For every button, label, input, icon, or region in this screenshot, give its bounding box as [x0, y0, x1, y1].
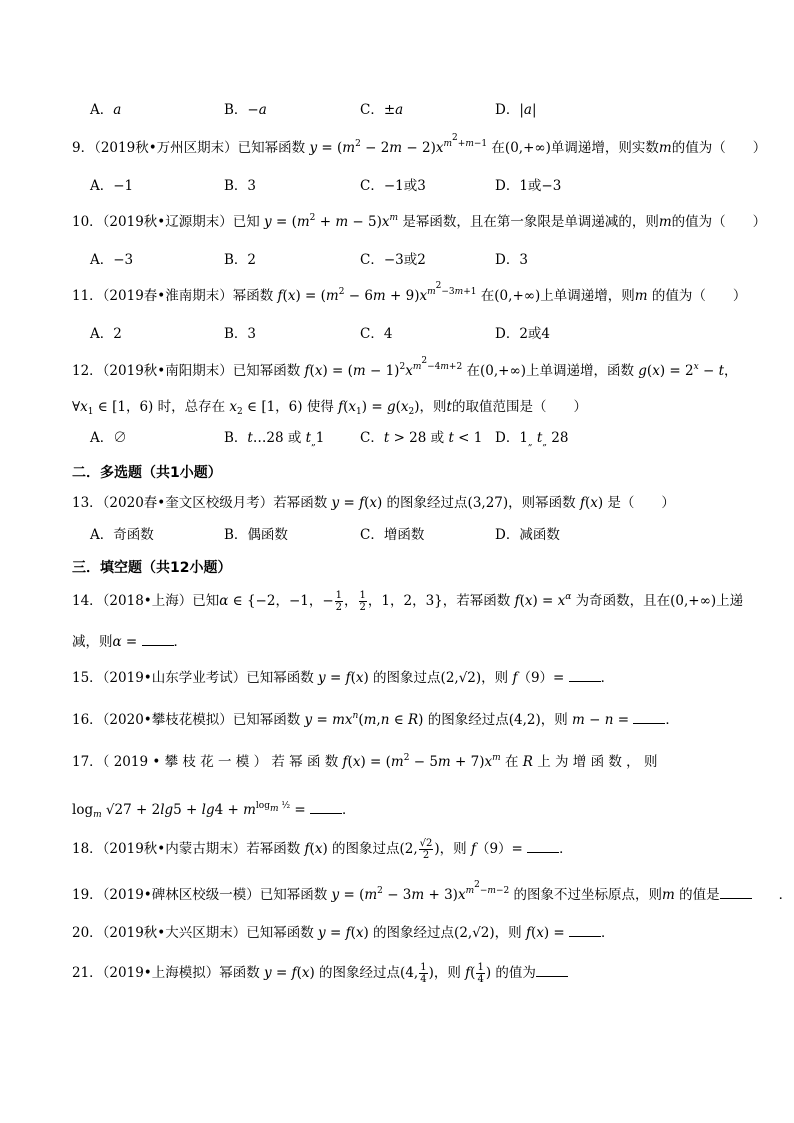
q10-option-a[interactable]: A．−3 — [90, 252, 134, 268]
q11-option-d[interactable]: D．2或4 — [495, 326, 551, 342]
q11-option-a[interactable]: A．2 — [90, 326, 122, 342]
q13-stem: 13．（2020春•奎文区校级月考）若幂函数 y = f(x) 的图象经过点(3,27)，则幂函数 f(x) 是（ ） — [72, 495, 675, 511]
q17-stem-line2: $\log_m √27 + 2\lg 5 + \lg 4 + m^{log_m \frac{1}{2}}$ = ． — [72, 801, 356, 820]
q8-option-c[interactable]: C．±a — [360, 102, 404, 118]
q16-stem: 16．（2020•攀枝花模拟）已知幂函数 $y = mx^n(m,n$ ∈ R) 的图象经过点(4,2)，则 m − n = ． — [72, 711, 679, 728]
q15-stem: 15．（2019•山东学业考试）已知幂函数 y = f(x) 的图象过点(2,√2)，则 f（9）= ． — [72, 670, 615, 686]
q19-stem: 19．（2019•碑林区校级一模）已知幂函数 $y = (m^2 - 3m + 3)x^{m^2-m-2}$ 的图象不过坐标原点，则m 的值是 ． — [72, 880, 793, 903]
q10-option-c[interactable]: C．−3或2 — [360, 252, 426, 268]
q9-option-c[interactable]: C．−1或3 — [360, 178, 426, 194]
q13-option-b[interactable]: B．偶函数 — [224, 527, 288, 543]
q10-option-b[interactable]: B．2 — [224, 252, 257, 268]
q12-stem-line1: 12．（2019秋•南阳期末）已知幂函数 $f(x) = (m - 1)^2x^{m^2-4m+2}$ 在(0,+∞)上单调递增，函数 $g(x) = 2^x - t$， — [72, 356, 738, 379]
q14-stem-line2: 减，则α = ． — [72, 634, 188, 650]
q12-option-c[interactable]: C．t > 28 或 t < 1 — [360, 430, 483, 446]
q11-stem: 11．（2019春•淮南期末）幂函数 $f(x) = (m^2 - 6m + 9)x^{m^2-3m+1}$ 在(0,+∞)上单调递增，则m 的值为（ ） — [72, 281, 747, 304]
q21-stem: 21．（2019•上海模拟）幂函数 y = f(x) 的图象经过点(4, $\frac{1}{4}$ )，则 f( $\frac{1}{4}$ ) 的值为 — [72, 962, 734, 985]
q9-stem: 9．（2019秋•万州区期末）已知幂函数 $y = (m^2 - 2m - 2)x^{m^2+m-1}$ 在(0,+∞)单调递增，则实数m的值为（ ） — [72, 133, 767, 156]
q9-option-b[interactable]: B．3 — [224, 178, 257, 194]
q13-option-c[interactable]: C．增函数 — [360, 527, 425, 543]
q18-stem: 18．（2019秋•内蒙古期末）若幂函数 f(x) 的图象过点(2, $\frac{√2}{2}$ )，则 f（9）= ． — [72, 838, 573, 861]
q11-option-c[interactable]: C．4 — [360, 326, 393, 342]
q10-stem: 10．（2019秋•辽源期末）已知 $y = (m^2 + m - 5)x^m$ 是幂函数，且在第一象限是单调递减的，则m的值为（ ） — [72, 213, 767, 230]
q12-option-a[interactable]: A．∅ — [90, 430, 127, 446]
q12-option-d[interactable]: D．$1_„$ $t_„$ 28 — [495, 430, 569, 448]
q8-option-b[interactable]: B．−a — [224, 102, 267, 118]
q13-option-d[interactable]: D．减函数 — [495, 527, 560, 543]
q11-option-b[interactable]: B．3 — [224, 326, 257, 342]
q14-stem-line1: 14．（2018•上海）已知α ∈ {−2，−1，− $\frac{1}{2}$ ， $\frac{1}{2}$ ，1，2，3}，若幂函数 $f(x) = x^\alpha$ 为奇函数，且在(0,+∞)上递 — [72, 590, 744, 613]
q8-option-d[interactable]: D．|a| — [495, 102, 537, 118]
section-heading-multiple-choice: 二．多选题（共1小题） — [72, 465, 222, 481]
q9-option-a[interactable]: A．−1 — [90, 178, 134, 194]
q13-option-a[interactable]: A．奇函数 — [90, 527, 154, 543]
q17-stem-line1: 17．（ 2019 • 攀 枝 花 一 模 ） 若 幂 函 数 $f(x) = (m^2 - 5m + 7)x^m$ 在 R 上 为 增 函 数 ， 则 — [72, 753, 658, 770]
q20-stem: 20．（2019秋•大兴区期末）已知幂函数 y = f(x) 的图象经过点(2,√2)，则 f(x) = ． — [72, 925, 615, 941]
q12-option-b[interactable]: B．t…28 或 $t_„1$ — [224, 430, 325, 448]
q12-stem-line2: $\forall x_1$ ∈ [1，6) 时，总存在 $x_2$ ∈ [1，6) 使得 $f(x_1) = g(x_2)$，则t的取值范围是（ ） — [72, 399, 587, 417]
section-heading-fill-in: 三．填空题（共12小题） — [72, 560, 232, 576]
q8-option-a[interactable]: A．a — [90, 102, 122, 118]
q9-option-d[interactable]: D．1或−3 — [495, 178, 562, 194]
q10-option-d[interactable]: D．3 — [495, 252, 528, 268]
